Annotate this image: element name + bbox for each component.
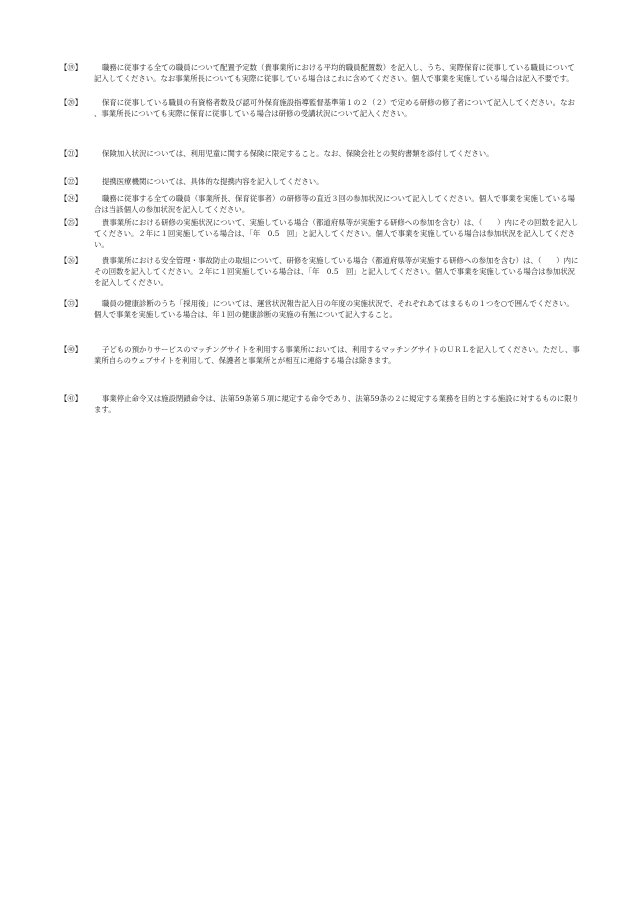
note-label: 【㊶】 [60,394,83,403]
note-20 [60,97,580,119]
note-label: 【㊵】 [60,345,83,354]
note-41 [60,393,580,415]
note-text: 保育に従事している職員の有資格者数及び認可外保育施設指導監督基準第１の２（２）で定める研修の修了者について記入してください。なお、事業所長についても実際に保育に従事している場合は研修の受講状況について記入ください。 [94,98,575,118]
note-text: 提携医療機関については、具体的な提携内容を記入してください。 [102,177,324,186]
note-text: 事業停止命令又は施設閉鎖命令は、法第59条第５項に規定する命令であり、法第59条の２に規定する業務を目的とする施設に対するものに限ります。 [94,394,580,414]
note-label: 【㉑】 [60,149,83,158]
note-text: 職務に従事する全ての職員について配置予定数（貴事業所における平均的職員配置数）を記入し、うち、実際保育に従事している職員について記入してください。なお事業所長についても実際に従事している場合はこれに含めてください。個人で事業を実施している場合は記入不要です。 [94,63,575,83]
note-label: 【⑳】 [60,98,83,107]
note-label: 【㉖】 [60,256,83,265]
note-24 [60,193,580,215]
note-text: 職員の健康診断のうち「採用後」については、運営状況報告記入日の年度の実施状況で、それぞれあてはまるもの１つを○で囲んでください。個人で事業を実施している場合は、年１回の健康診断の実施の有無について記入すること。 [94,299,574,319]
note-25 [60,217,580,250]
note-label: 【㉔】 [60,194,83,203]
note-26 [60,255,580,288]
note-label: 【⑲】 [60,63,83,72]
note-19 [60,62,580,84]
note-21 [60,148,580,159]
note-label: 【㉒】 [60,177,83,186]
note-label: 【㉕】 [60,218,83,227]
note-33 [60,298,580,320]
note-40 [60,344,580,366]
note-label: 【㉝】 [60,299,83,308]
note-22 [60,176,580,187]
note-text: 保険加入状況については、利用児童に関する保険に限定すること。なお、保険会社との契約書類を添付してください。 [102,149,494,158]
note-text: 貴事業所における安全管理・事故防止の取組について、研修を実施している場合（都道府県等が実施する研修への参加を含む）は、（ ）内にその回数を記入してください。２年に１回実施している場合は、「年 0.5 回」と記入してください。個人で事業を実施している場合は参加状況を記入してください。 [94,256,579,287]
note-text: 職務に従事する全ての職員（事業所長、保育従事者）の研修等の直近３回の参加状況について記入してください。個人で事業を実施している場合は当該個人の参加状況を記入してください。 [94,194,575,214]
note-text: 貴事業所における研修の実施状況について、実施している場合（都道府県等が実施する研修への参加を含む）は、（ ）内にその回数を記入してください。２年に１回実施している場合は、「年 0.5 回」と記入してください。個人で事業を実施している場合は参加状況を記入してください。 [94,218,579,249]
note-text: 子どもの預かりサービスのマッチングサイトを利用する事業所においては、利用するマッチングサイトのＵＲＬを記入してください。ただし、事業所自らのウェブサイトを利用して、保護者と事業所とが相互に連絡する場合は除きます。 [94,345,580,365]
